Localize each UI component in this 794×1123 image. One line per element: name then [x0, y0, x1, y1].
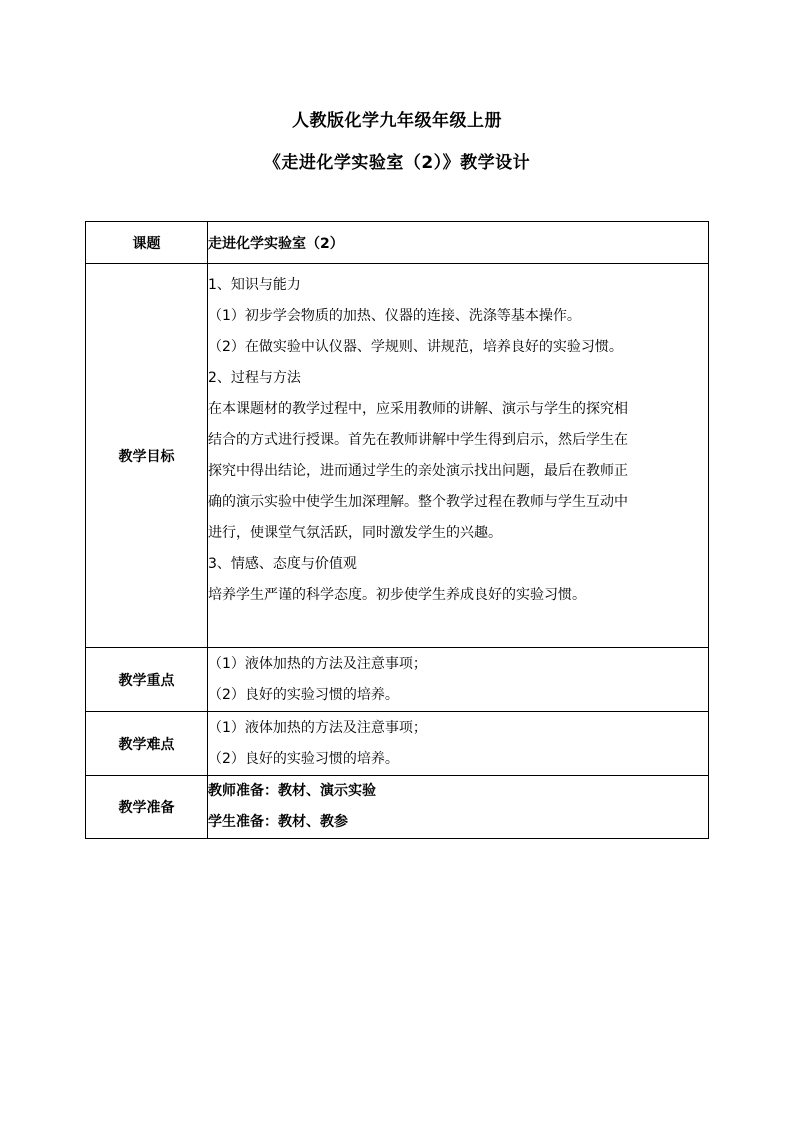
goals-line: （1）初步学会物质的加热、仪器的连接、洗涤等基本操作。: [208, 308, 581, 324]
goals-line: 探究中得出结论，进而通过学生的亲处演示找出问题，最后在教师正: [208, 463, 628, 479]
goals-line: 培养学生严谨的科学态度。初步使学生养成良好的实验习惯。: [208, 587, 586, 603]
key-points-label: 教学重点: [86, 648, 208, 712]
table-row-key-points: [86, 648, 709, 712]
lesson-plan-table: [85, 221, 709, 839]
preparation-label: 教学准备: [86, 776, 208, 839]
goals-line: （2）在做实验中认仪器、学规则、讲规范，培养良好的实验习惯。: [208, 339, 623, 355]
goals-line: 进行，使课堂气氛活跃，同时激发学生的兴趣。: [208, 525, 502, 541]
table-row-goals: [86, 264, 709, 648]
goals-label: 教学目标: [86, 264, 208, 648]
document-subtitle: 《走进化学实验室（2）》教学设计: [263, 153, 531, 173]
goals-content: [208, 264, 709, 648]
topic-value: 走进化学实验室（2）: [208, 222, 709, 264]
table-row-topic: [86, 222, 709, 264]
key-points-line: （2）良好的实验习惯的培养。: [208, 686, 399, 703]
difficulties-line: （2）良好的实验习惯的培养。: [208, 750, 399, 767]
difficulties-line: （1）液体加热的方法及注意事项；: [208, 719, 427, 736]
difficulties-content: [208, 712, 709, 776]
preparation-line: 学生准备：教材、教参: [208, 814, 348, 830]
goals-line: 3、情感、态度与价值观: [208, 556, 357, 572]
table-row-difficulties: [86, 712, 709, 776]
preparation-line: 教师准备：教材、演示实验: [208, 783, 376, 799]
document-title: 人教版化学九年级年级上册: [292, 111, 502, 131]
goals-line: 确的演示实验中使学生加深理解。整个教学过程在教师与学生互动中: [208, 494, 628, 510]
table-row-preparation: [86, 776, 709, 839]
difficulties-label: 教学难点: [86, 712, 208, 776]
topic-label: 课题: [86, 222, 208, 264]
goals-line: 在本课题材的教学过程中，应采用教师的讲解、演示与学生的探究相: [208, 401, 628, 417]
goals-line: 2、过程与方法: [208, 370, 301, 386]
key-points-line: （1）液体加热的方法及注意事项；: [208, 655, 427, 672]
preparation-content: [208, 776, 709, 839]
goals-line: 结合的方式进行授课。首先在教师讲解中学生得到启示，然后学生在: [208, 432, 628, 448]
key-points-content: [208, 648, 709, 712]
goals-line: 1、知识与能力: [208, 277, 301, 293]
